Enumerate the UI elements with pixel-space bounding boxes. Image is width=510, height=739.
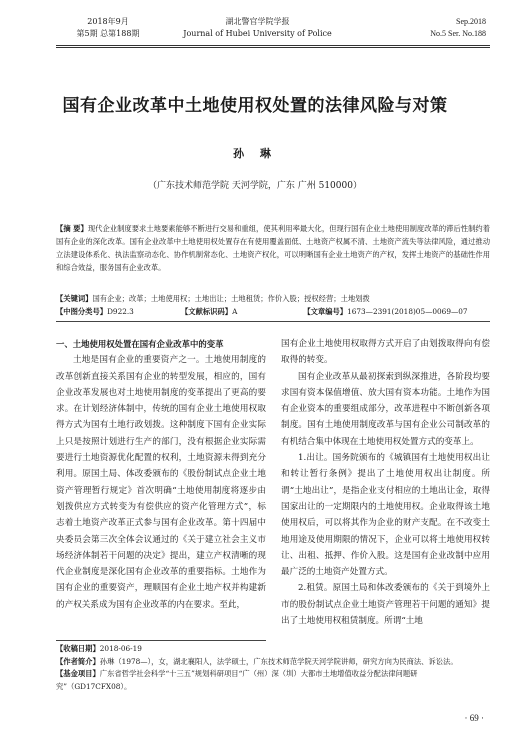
header-issue-number-en: No.5 Ser. No.188 bbox=[430, 29, 486, 38]
body-left-column bbox=[56, 336, 266, 613]
body-right-column bbox=[281, 336, 490, 629]
header-issue-date bbox=[62, 16, 154, 40]
fund-project bbox=[56, 668, 490, 693]
author-affiliation: （广东技术师范学院 天河学院，广东 广州 510000） bbox=[148, 181, 362, 191]
body-paragraph: 土地是国有企业的重要资产之一。土地使用制度的改革创新直接关系国有企业的转型发展，相应的，国有企业改革发展也对土地使用制度的变革提出了更高的要求。在计划经济体制中，传统的国有企业土地使用权取得方式为国有土地行政划拨。这种制度下国有企业实际上只是按照计划进行生产的部门，没有根据企业实际需要进行土地资源优化配置的权利，土地资源未得到充分利用。原国土局、体改委颁布的《股份制试点企业土地资产管理暂行规定》首次明确“土地使用制度将逐步由划拨供应方式转变为有偿供应的资产化管理方式”，标志着土地资产改革正式参与国有企业改革。第十四届中央委员会第三次全体会议通过的《关于建立社会主义市场经济体制若干问题的决定》提出，建立产权清晰的现代企业制度是深化国有企业改革的重要指标。土地作为国有企业的重要资产，理顺国有企业土地产权并构建新的产权关系成为国有企业改革的内在要求。至此， bbox=[56, 355, 266, 610]
abstract-text: 现代企业制度要求土地要素能够不断进行交易和重组，使其利用率最大化，但现行国有企业土地使用制度改革的滞后性制约着国有企业的深化改革。国有企业改革中土地使用权处置存在有使用覆盖面低、土地资产权属不清、土地资产流失等法律风险，通过推动立法建设体系化、执法监察动态化、协作机制常态化、土地资产权化，可以明晰国有企业土地资产的产权，发挥土地资产的基础性作用和综合效益，服务国有企业改革。 bbox=[56, 224, 490, 272]
doc-code bbox=[181, 306, 301, 317]
fund-label: 【基金项目】 bbox=[56, 669, 100, 678]
author-bio-value: 孙琳（1978—），女，湖北襄阳人，法学硕士，广东技术师范学院天河学院讲师，研究方向为民商法、诉讼法。 bbox=[99, 656, 458, 666]
author-bio-label: 【作者简介】 bbox=[56, 656, 100, 666]
author-bio bbox=[56, 656, 490, 669]
header-rule bbox=[56, 45, 490, 46]
header-issue-en bbox=[400, 16, 486, 40]
doc-code-value: A bbox=[232, 307, 238, 316]
header-journal bbox=[170, 16, 345, 40]
abstract-label: 【摘 要】 bbox=[56, 224, 88, 233]
keywords bbox=[56, 293, 490, 304]
article-title: 国有企业改革中土地使用权处置的法律风险与对策 bbox=[62, 96, 448, 116]
keywords-text: 国有企业；改革；土地使用权；土地出让；土地租赁；作价入股；授权经营；土地划拨 bbox=[92, 294, 370, 303]
header-issue: 第5期 总第188期 bbox=[76, 29, 140, 38]
doc-code-label: 【文献标识码】 bbox=[181, 307, 233, 316]
clc-code bbox=[56, 306, 181, 317]
body-paragraph: 国有企业改革从最初探索到纵深推进，各阶段均要求国有资本保值增值、放大国有资本功能。土地作为国有企业资本的重要组成部分，改革进程中不断创新各项制度。国有土地使用制度改革与国有企业公司制改革的有机结合集中体现在土地使用权处置方式的变革上。 bbox=[281, 371, 490, 447]
body-paragraph: 2.租赁。原国土局和体改委颁布的《关于到境外上市的股份制试点企业土地资产管理若干问题的通知》提出了土地使用权租赁制度。所谓“土地 bbox=[281, 583, 490, 627]
abstract bbox=[56, 222, 490, 274]
footnote-rule bbox=[56, 640, 266, 641]
section-heading: 一、土地使用权处置在国有企业改革中的变革 bbox=[56, 339, 224, 349]
body-paragraph: 国有企业土地使用权取得方式开启了由划拨取得向有偿取得的转变。 bbox=[281, 339, 490, 366]
header-date: 2018年9月 bbox=[87, 17, 129, 26]
keywords-label: 【关键词】 bbox=[56, 294, 93, 303]
classification-row bbox=[56, 306, 490, 317]
article-id bbox=[301, 307, 468, 316]
header-rule-thin bbox=[56, 47, 490, 48]
body-paragraph: 1.出让。国务院颁布的《城镇国有土地使用权出让和转让暂行条例》提出了土地使用权出让制度。所谓“土地出让”，是指企业支付相应的土地出让金，取得国家出让的一定期限内的土地使用权。企业取得该土地使用权后，可以将其作为企业的财产支配。在不改变土地用途及使用期限的情况下，企业可以将土地使用权转让、出租、抵押、作价入股。这是国有企业改制中应用最广泛的土地资产处置方式。 bbox=[281, 453, 490, 578]
article-id-value: 1673—2391(2018)05—0069—07 bbox=[347, 307, 468, 316]
article-author: 孙 琳 bbox=[233, 147, 277, 160]
header-date-en: Sep.2018 bbox=[456, 17, 486, 26]
page-number: · 69 · bbox=[464, 713, 484, 723]
fund-value: 广东省哲学社会科学“十三五”规划科研项目“广（州）深（圳）大都市土地增值收益分配法律问题研究”（GD17CFX08）。 bbox=[56, 669, 418, 691]
article-id-label: 【文章编号】 bbox=[303, 307, 348, 316]
received-value: 2018-06-19 bbox=[99, 644, 142, 653]
abstract-rule bbox=[56, 321, 490, 322]
received-label: 【收稿日期】 bbox=[56, 644, 100, 653]
journal-name-en: Journal of Hubei University of Police bbox=[183, 29, 332, 38]
journal-name-cn: 湖北警官学院学报 bbox=[225, 17, 290, 26]
clc-value: D922.3 bbox=[107, 307, 134, 316]
clc-label: 【中图分类号】 bbox=[56, 307, 108, 316]
footnotes bbox=[56, 643, 490, 693]
received-date bbox=[56, 643, 490, 656]
